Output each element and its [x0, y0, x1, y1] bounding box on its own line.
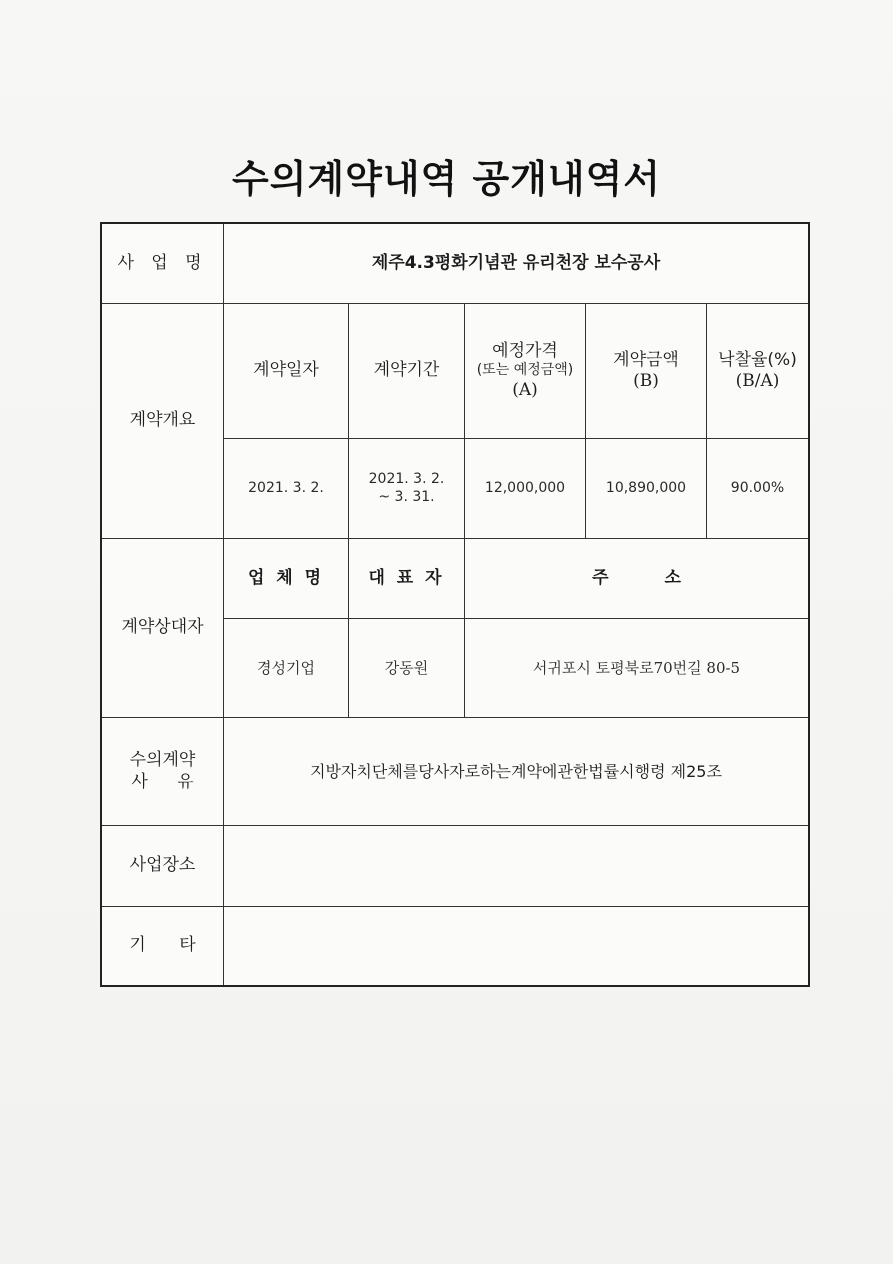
contract-overview-label: 계약개요 [129, 410, 196, 431]
estimated-price-header-line2: (또는 예정금액) [476, 362, 574, 379]
contract-amount-value: 10,890,000 [605, 479, 687, 496]
reason-label [102, 718, 223, 825]
award-rate-value: 90.00% [730, 479, 785, 496]
other-value [224, 907, 808, 985]
contract-period-start: 2021. 3. 2. [368, 471, 445, 487]
award-rate-header [707, 304, 808, 438]
estimated-price-value: 12,000,000 [484, 479, 566, 496]
address-value: 서귀포시 토평북로70번길 80-5 [532, 658, 741, 677]
reason-label-line2: 사 유 [131, 771, 194, 792]
project-name-value: 제주4.3평화기념관 유리천장 보수공사 [371, 252, 661, 273]
disclosure-table [100, 222, 810, 987]
company-header: 업 체 명 [247, 567, 325, 588]
estimated-price-header-line3: (A) [512, 379, 538, 400]
representative-header: 대 표 자 [368, 567, 445, 588]
award-rate-header-line2: (B/A) [735, 371, 780, 391]
estimated-price-header [465, 304, 585, 438]
contract-date-header: 계약일자 [253, 360, 319, 381]
company-value: 경성기업 [257, 658, 315, 677]
address-header: 주 소 [592, 567, 681, 588]
representative-value: 강동원 [384, 658, 429, 677]
site-label: 사업장소 [129, 855, 196, 876]
site-value [224, 826, 808, 906]
counterparty-label: 계약상대자 [121, 617, 204, 638]
contract-amount-header-line2: (B) [633, 371, 659, 391]
contract-amount-header-line1: 계약금액 [613, 349, 679, 370]
contract-date-value: 2021. 3. 2. [248, 479, 324, 496]
project-name-label: 사 업 명 [117, 252, 208, 273]
contract-period-header: 계약기간 [373, 360, 440, 381]
award-rate-header-line1: 낙찰율(%) [718, 349, 797, 370]
estimated-price-header-line1: 예정가격 [492, 341, 558, 361]
contract-period-value [349, 439, 464, 538]
reason-text: 지방자치단체를당사자로하는계약에관한법률시행령 제25조 [310, 761, 722, 781]
other-label: 기 타 [129, 935, 196, 956]
document-title: 수의계약내역 공개내역서 [231, 157, 662, 201]
reason-label-line1: 수의계약 [129, 750, 196, 771]
contract-period-end: ~ 3. 31. [378, 488, 435, 505]
contract-amount-header [586, 304, 706, 438]
